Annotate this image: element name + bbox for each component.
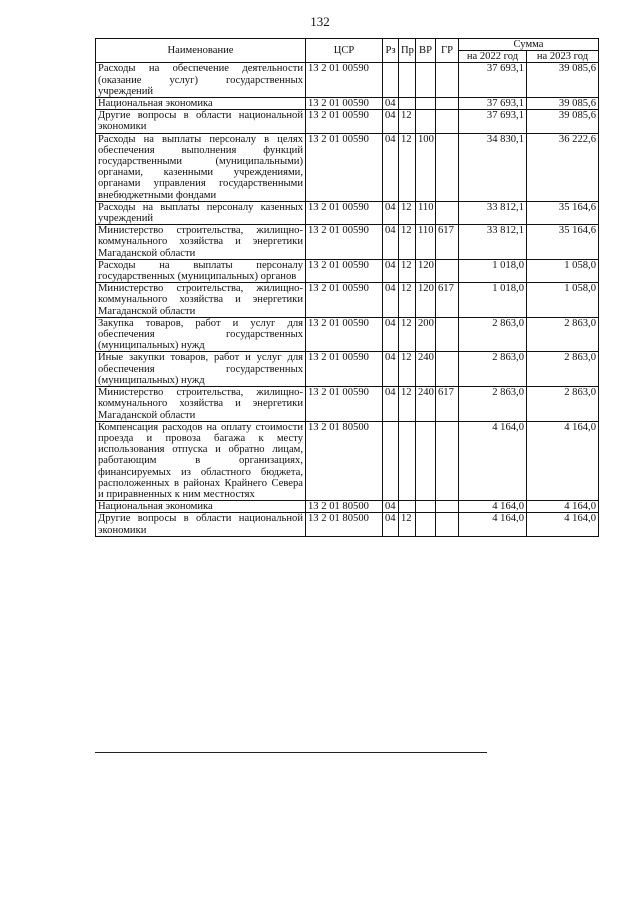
row-pr: 12 xyxy=(399,387,416,422)
row-pr: 12 xyxy=(399,259,416,282)
row-name: Министерство строительства, жилищно-коммунального хозяйства и энергетики Магаданской области xyxy=(96,283,306,318)
row-amount-2022: 37 693,1 xyxy=(459,63,527,98)
row-name: Компенсация расходов на оплату стоимости проезда и провоза багажа к месту использования отпуска и обратно лицам, работающим в организациях, финансируемых из областного бюджета, расположенных в районах Крайнего Севера и приравненных к ним местностях xyxy=(96,421,306,500)
row-pr: 12 xyxy=(399,225,416,260)
row-name: Расходы на выплаты персоналу государственных (муниципальных) органов xyxy=(96,259,306,282)
row-vr xyxy=(416,63,436,98)
row-rz: 04 xyxy=(383,283,399,318)
table-row xyxy=(96,259,599,282)
header-vr: ВР xyxy=(416,39,436,63)
row-amount-2023: 36 222,6 xyxy=(527,133,599,201)
row-vr: 120 xyxy=(416,259,436,282)
row-pr: 12 xyxy=(399,201,416,224)
row-csr: 13 2 01 80500 xyxy=(306,513,383,536)
row-name: Национальная экономика xyxy=(96,98,306,110)
row-csr: 13 2 01 80500 xyxy=(306,501,383,513)
header-year-2022: на 2022 год xyxy=(459,51,527,63)
row-csr: 13 2 01 80500 xyxy=(306,421,383,500)
row-gr xyxy=(436,133,459,201)
row-name: Национальная экономика xyxy=(96,501,306,513)
row-csr: 13 2 01 00590 xyxy=(306,133,383,201)
row-amount-2023: 35 164,6 xyxy=(527,225,599,260)
row-pr: 12 xyxy=(399,283,416,318)
row-amount-2022: 1 018,0 xyxy=(459,283,527,318)
row-rz: 04 xyxy=(383,513,399,536)
row-rz: 04 xyxy=(383,225,399,260)
row-vr: 110 xyxy=(416,201,436,224)
row-amount-2022: 2 863,0 xyxy=(459,387,527,422)
row-gr: 617 xyxy=(436,283,459,318)
table-body xyxy=(96,63,599,536)
row-vr: 200 xyxy=(416,317,436,352)
row-name: Другие вопросы в области национальной экономики xyxy=(96,513,306,536)
row-amount-2023: 2 863,0 xyxy=(527,352,599,387)
row-rz: 04 xyxy=(383,352,399,387)
header-sum: Сумма xyxy=(459,39,599,51)
row-name: Расходы на обеспечение деятельности (оказание услуг) государственных учреждений xyxy=(96,63,306,98)
row-amount-2023: 1 058,0 xyxy=(527,283,599,318)
row-vr xyxy=(416,501,436,513)
row-amount-2023: 1 058,0 xyxy=(527,259,599,282)
row-amount-2023: 39 085,6 xyxy=(527,110,599,133)
row-vr: 110 xyxy=(416,225,436,260)
row-gr xyxy=(436,421,459,500)
row-pr xyxy=(399,98,416,110)
table-row xyxy=(96,133,599,201)
row-gr xyxy=(436,501,459,513)
row-rz: 04 xyxy=(383,110,399,133)
row-vr xyxy=(416,513,436,536)
row-gr xyxy=(436,98,459,110)
row-amount-2023: 4 164,0 xyxy=(527,513,599,536)
row-gr xyxy=(436,352,459,387)
row-amount-2022: 2 863,0 xyxy=(459,317,527,352)
header-rz: Рз xyxy=(383,39,399,63)
row-amount-2022: 33 812,1 xyxy=(459,225,527,260)
row-rz: 04 xyxy=(383,201,399,224)
row-gr: 617 xyxy=(436,225,459,260)
row-vr xyxy=(416,98,436,110)
row-vr: 240 xyxy=(416,352,436,387)
row-gr xyxy=(436,259,459,282)
row-csr: 13 2 01 00590 xyxy=(306,201,383,224)
row-gr xyxy=(436,317,459,352)
row-pr xyxy=(399,501,416,513)
row-rz: 04 xyxy=(383,98,399,110)
row-amount-2022: 4 164,0 xyxy=(459,513,527,536)
row-name: Расходы на выплаты персоналу в целях обеспечения выполнения функций государственными (муниципальными) органами, казенными учреждениями, органами управления государственными внебюджетными фондами xyxy=(96,133,306,201)
table-row xyxy=(96,421,599,500)
row-amount-2022: 33 812,1 xyxy=(459,201,527,224)
row-name: Иные закупки товаров, работ и услуг для обеспечения государственных (муниципальных) нужд xyxy=(96,352,306,387)
row-amount-2022: 34 830,1 xyxy=(459,133,527,201)
row-csr: 13 2 01 00590 xyxy=(306,259,383,282)
row-gr xyxy=(436,201,459,224)
row-vr: 120 xyxy=(416,283,436,318)
row-pr: 12 xyxy=(399,317,416,352)
row-pr: 12 xyxy=(399,352,416,387)
row-pr: 12 xyxy=(399,513,416,536)
row-gr: 617 xyxy=(436,387,459,422)
row-rz: 04 xyxy=(383,387,399,422)
row-pr xyxy=(399,63,416,98)
row-amount-2023: 35 164,6 xyxy=(527,201,599,224)
row-amount-2022: 2 863,0 xyxy=(459,352,527,387)
header-csr: ЦСР xyxy=(306,39,383,63)
row-amount-2023: 39 085,6 xyxy=(527,98,599,110)
table-row xyxy=(96,352,599,387)
header-year-2023: на 2023 год xyxy=(527,51,599,63)
row-rz: 04 xyxy=(383,501,399,513)
row-name: Другие вопросы в области национальной экономики xyxy=(96,110,306,133)
table-row xyxy=(96,387,599,422)
row-rz xyxy=(383,63,399,98)
row-name: Расходы на выплаты персоналу казенных учреждений xyxy=(96,201,306,224)
row-csr: 13 2 01 00590 xyxy=(306,63,383,98)
row-gr xyxy=(436,63,459,98)
header-gr: ГР xyxy=(436,39,459,63)
row-amount-2022: 4 164,0 xyxy=(459,501,527,513)
page-number: 132 xyxy=(310,14,330,29)
row-name: Министерство строительства, жилищно-коммунального хозяйства и энергетики Магаданской области xyxy=(96,225,306,260)
row-csr: 13 2 01 00590 xyxy=(306,283,383,318)
row-amount-2023: 2 863,0 xyxy=(527,387,599,422)
row-csr: 13 2 01 00590 xyxy=(306,352,383,387)
row-vr xyxy=(416,421,436,500)
header-row xyxy=(96,39,599,51)
row-gr xyxy=(436,110,459,133)
row-vr: 100 xyxy=(416,133,436,201)
table-row xyxy=(96,501,599,513)
header-name: Наименование xyxy=(96,39,306,63)
row-name: Закупка товаров, работ и услуг для обеспечения государственных (муниципальных) нужд xyxy=(96,317,306,352)
row-rz xyxy=(383,421,399,500)
row-rz: 04 xyxy=(383,317,399,352)
bottom-divider xyxy=(95,752,487,753)
table-row xyxy=(96,317,599,352)
row-gr xyxy=(436,513,459,536)
row-pr xyxy=(399,421,416,500)
row-csr: 13 2 01 00590 xyxy=(306,225,383,260)
table-row xyxy=(96,110,599,133)
row-rz: 04 xyxy=(383,133,399,201)
row-csr: 13 2 01 00590 xyxy=(306,387,383,422)
table-row xyxy=(96,513,599,536)
row-amount-2023: 2 863,0 xyxy=(527,317,599,352)
row-rz: 04 xyxy=(383,259,399,282)
row-csr: 13 2 01 00590 xyxy=(306,110,383,133)
row-name: Министерство строительства, жилищно-коммунального хозяйства и энергетики Магаданской области xyxy=(96,387,306,422)
row-amount-2023: 4 164,0 xyxy=(527,421,599,500)
table-row xyxy=(96,63,599,98)
header-pr: Пр xyxy=(399,39,416,63)
table-row xyxy=(96,201,599,224)
budget-table xyxy=(95,38,599,537)
row-amount-2022: 37 693,1 xyxy=(459,98,527,110)
row-amount-2023: 4 164,0 xyxy=(527,501,599,513)
table-row xyxy=(96,283,599,318)
row-vr: 240 xyxy=(416,387,436,422)
row-amount-2023: 39 085,6 xyxy=(527,63,599,98)
row-amount-2022: 1 018,0 xyxy=(459,259,527,282)
row-pr: 12 xyxy=(399,110,416,133)
row-vr xyxy=(416,110,436,133)
row-csr: 13 2 01 00590 xyxy=(306,317,383,352)
table-row xyxy=(96,225,599,260)
row-amount-2022: 4 164,0 xyxy=(459,421,527,500)
row-csr: 13 2 01 00590 xyxy=(306,98,383,110)
table-row xyxy=(96,98,599,110)
row-amount-2022: 37 693,1 xyxy=(459,110,527,133)
row-pr: 12 xyxy=(399,133,416,201)
